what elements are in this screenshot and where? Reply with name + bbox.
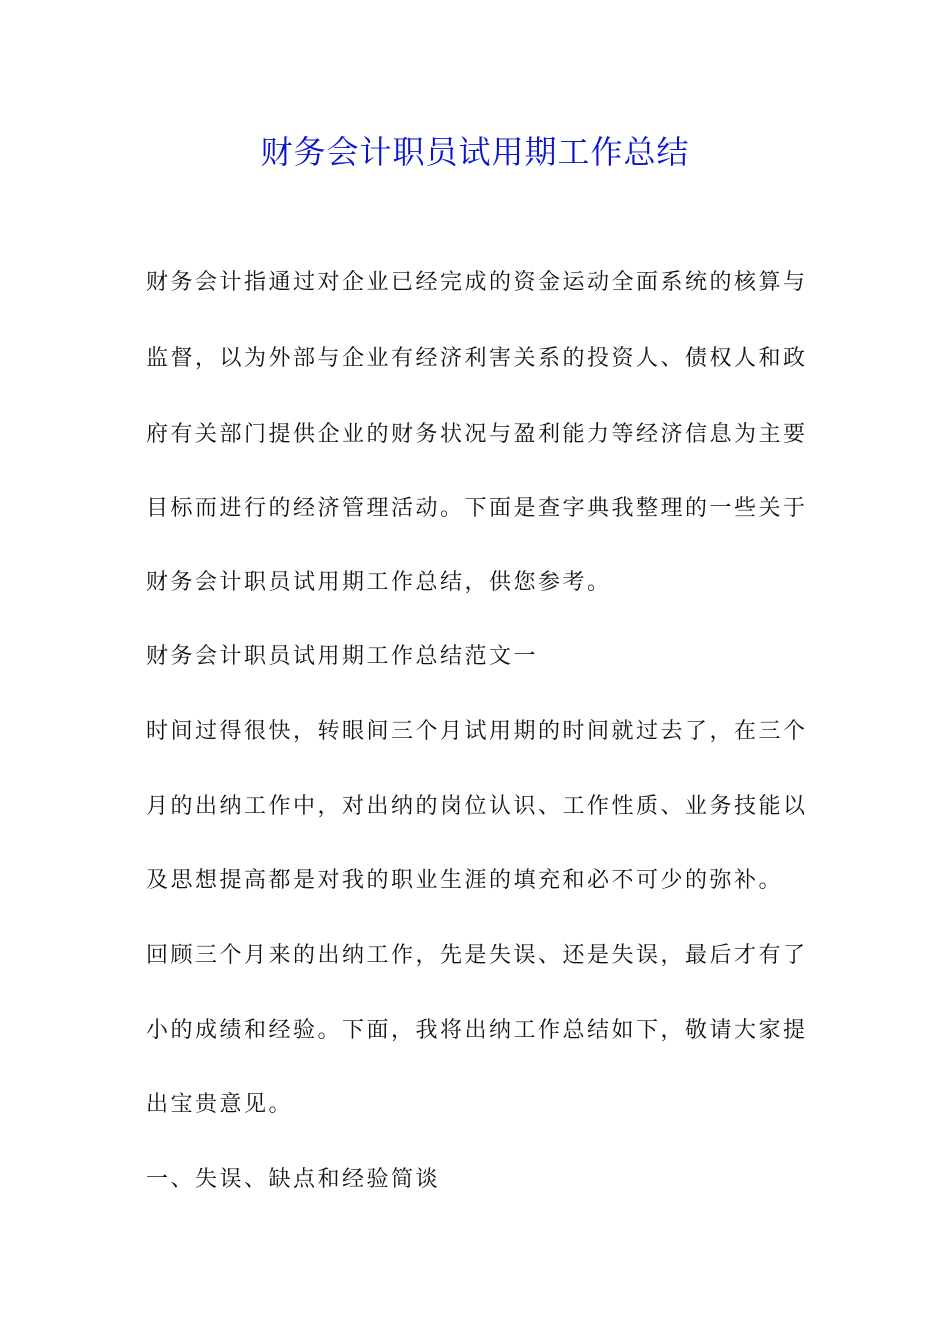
paragraph-line: 小的成绩和经验。下面，我将出纳工作总结如下，敬请大家提 <box>146 1018 808 1043</box>
paragraph-line: 目标而进行的经济管理活动。下面是查字典我整理的一些关于 <box>146 496 808 521</box>
paragraph-line: 时间过得很快，转眼间三个月试用期的时间就过去了，在三个 <box>146 719 808 744</box>
paragraph-line: 监督，以为外部与企业有经济利害关系的投资人、债权人和政 <box>146 346 808 371</box>
paragraph-line: 府有关部门提供企业的财务状况与盈利能力等经济信息为主要 <box>146 422 808 447</box>
paragraph-line: 及思想提高都是对我的职业生涯的填充和必不可少的弥补。 <box>146 868 784 893</box>
section-heading: 财务会计职员试用期工作总结范文一 <box>146 644 539 669</box>
document-title: 财务会计职员试用期工作总结 <box>260 133 690 171</box>
paragraph-line: 月的出纳工作中，对出纳的岗位认识、工作性质、业务技能以 <box>146 794 808 819</box>
section-heading: 一、失误、缺点和经验简谈 <box>146 1167 441 1192</box>
paragraph-line: 财务会计指通过对企业已经完成的资金运动全面系统的核算与 <box>146 270 808 295</box>
paragraph-line: 回顾三个月来的出纳工作，先是失误、还是失误，最后才有了 <box>146 943 808 968</box>
paragraph-line: 出宝贵意见。 <box>146 1092 294 1117</box>
paragraph-line: 财务会计职员试用期工作总结，供您参考。 <box>146 570 612 595</box>
